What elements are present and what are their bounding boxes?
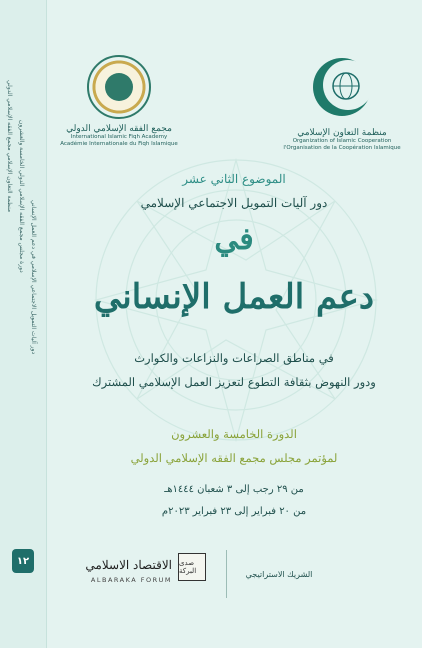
fiqh-academy-logo: [54, 55, 184, 148]
oic-logo: [272, 55, 412, 152]
spine-line-2: دورة مجلس مجمع الفقه الإسلامي الدولي الخامسة والعشرون: [18, 120, 25, 273]
strategic-partner-label: الشريك الاستراتيجي: [245, 570, 313, 579]
subtitle-line-1: دور آليات التمويل الاجتماعي الإسلامي: [140, 196, 328, 210]
oic-name-ar: منظمة التعاون الإسلامي: [297, 128, 387, 138]
fiqh-academy-name-en: International Islamic Fiqh Academy: [70, 134, 168, 140]
albaraka-name-ar: الاقتصاد الاسلامي: [85, 558, 172, 572]
spine: [0, 0, 47, 648]
oic-name-en: Organization of Islamic Cooperation: [292, 138, 392, 144]
fiqh-academy-seal-icon: [87, 55, 151, 119]
oic-name-fr: l'Organisation de la Coopération Islamique: [283, 145, 401, 152]
subtitle-line-4: ودور النهوض بثقافة التطوع لتعزيز العمل الإسلامي المشترك: [92, 375, 376, 389]
session-label: الدورة الخامسة والعشرون: [171, 427, 297, 441]
topic-heading: الموضوع الثاني عشر: [182, 172, 286, 186]
issue-number-badge: ١٢: [12, 549, 34, 573]
oic-crescent-globe-icon: [310, 55, 374, 119]
main-title: دعم العمل الإنساني: [93, 277, 375, 317]
cover-main: [46, 0, 422, 648]
preposition-fi: في: [214, 222, 254, 257]
fiqh-academy-name-fr: Académie Internationale du Fiqh Islamique: [60, 141, 178, 148]
subtitle-line-3: في مناطق الصراعات والنزاعات والكوارث: [134, 351, 334, 365]
spine-line-1: منظمة التعاون الإسلامي مجمع الفقه الإسلامي الدولي: [6, 80, 13, 213]
date-hijri: من ٢٩ رجب إلى ٣ شعبان ١٤٤٤هـ: [164, 484, 304, 495]
albaraka-logo-box: صدى البركة: [178, 553, 206, 581]
albaraka-name-en: ALBARAKA FORUM: [90, 576, 172, 584]
spine-line-3: دور آليات التمويل الاجتماعي الإسلامي في دعم العمل الإنساني: [30, 200, 37, 355]
conference-label: لمؤتمر مجلس مجمع الفقه الإسلامي الدولي: [130, 451, 338, 465]
fiqh-academy-name-ar: مجمع الفقه الإسلامي الدولي: [66, 124, 172, 134]
footer-divider: [226, 550, 227, 598]
date-gregorian: من ٢٠ فبراير إلى ٢٣ فبراير ٢٠٢٣م: [161, 506, 307, 517]
